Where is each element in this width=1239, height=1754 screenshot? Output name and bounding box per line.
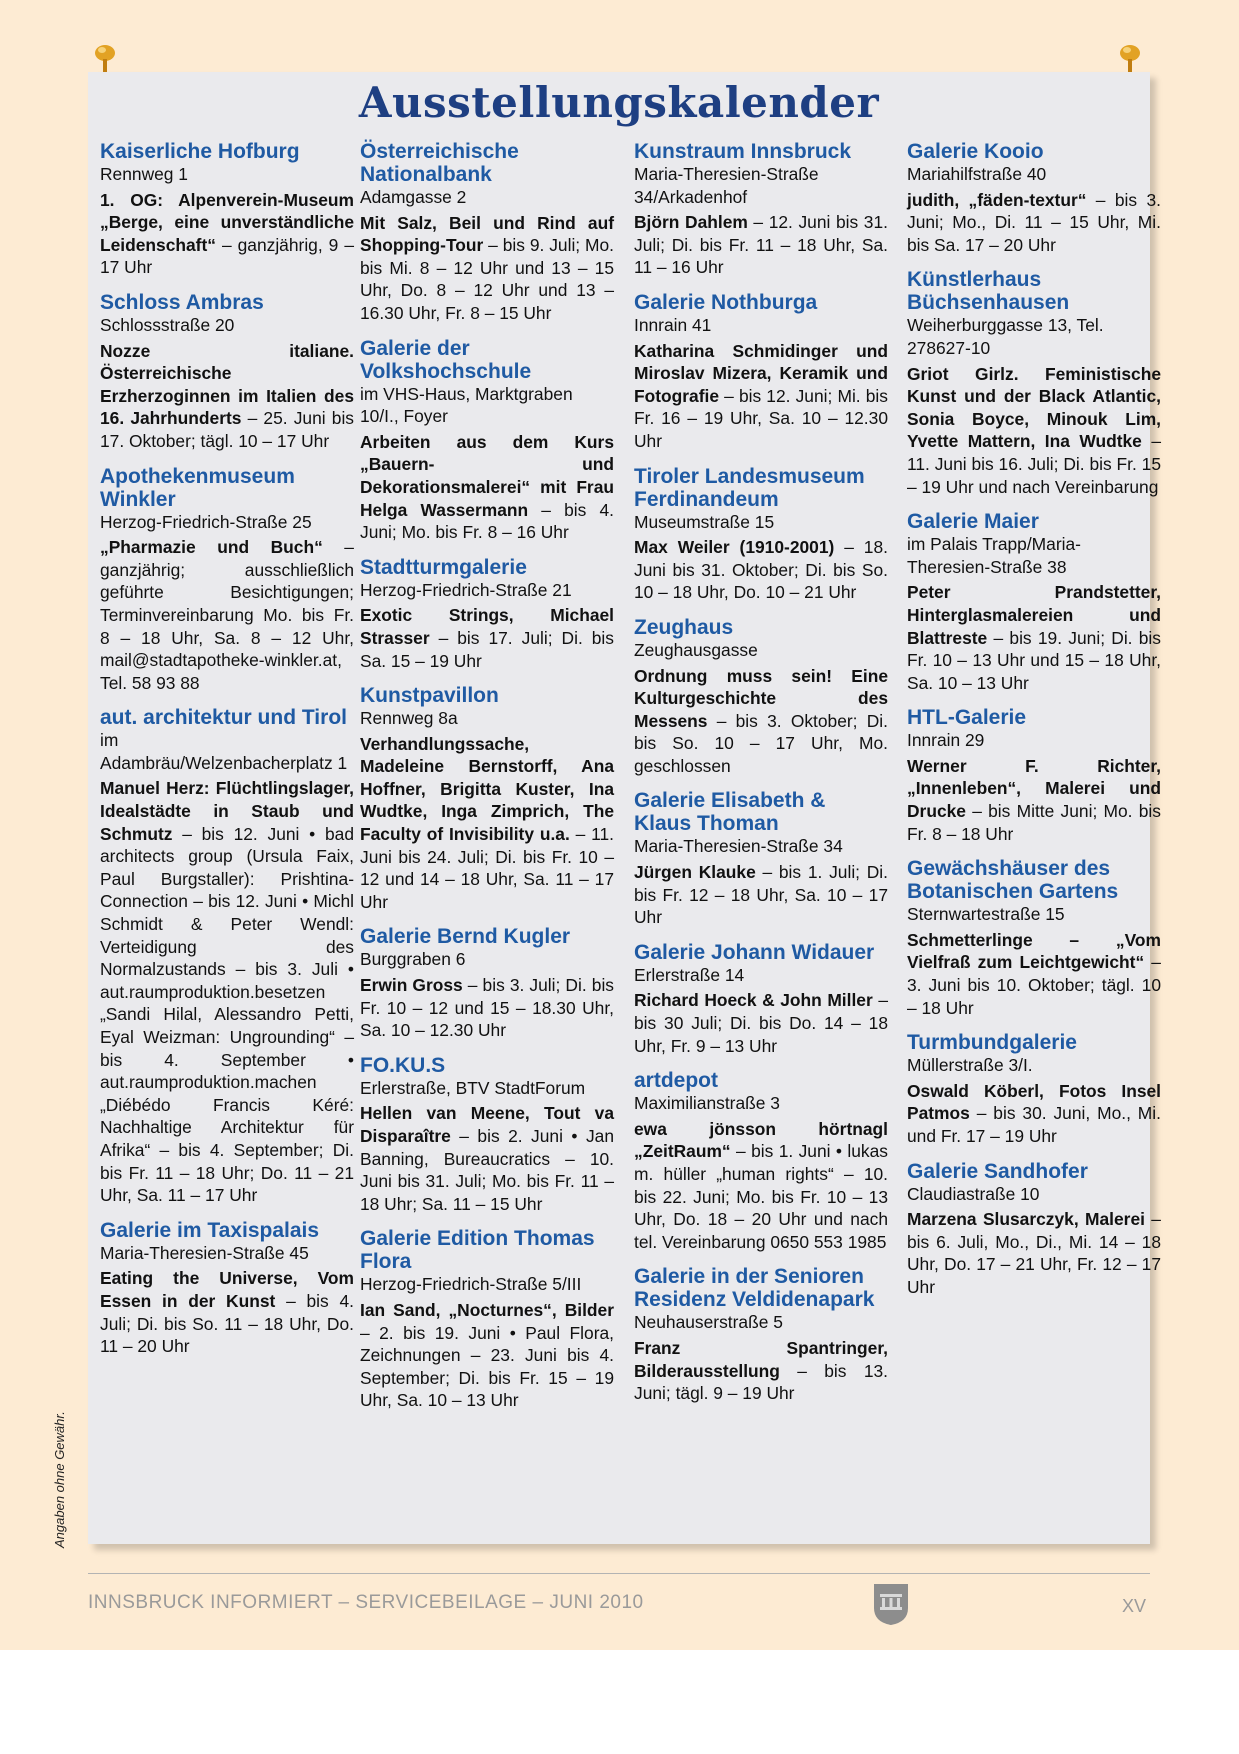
exhibition-dates: – bis 9. Juli; Mo. bis Mi. 8 – 12 Uhr und 13 – 15 Uhr, Do. 8 – 12 Uhr und 13 – 16.30 Uhr, Fr. 8 – 15 Uhr — [360, 235, 614, 323]
exhibition-title: Nozze italiane. Österreichische Erzherzoginnen im Italien des 16. Jahrhunderts — [100, 340, 354, 429]
exhibition-title: Verhandlungssache, Madeleine Bernstorff, Ana Hoffner, Brigitta Kuster, Ina Wudtke, Inga Zimprich, The Faculty of Invisibility u.a. — [360, 733, 614, 845]
exhibition-details — [360, 604, 614, 672]
exhibition-details — [100, 536, 354, 694]
exhibition-details — [907, 929, 1161, 1019]
exhibition-dates: – bis 3. Juni; Mo., Di. 11 – 15 Uhr, Mi. bis Sa. 17 – 20 Uhr — [907, 189, 1161, 255]
exhibition-title: „Pharmazie und Buch“ — [100, 537, 323, 558]
venue-name: Künstlerhaus Büchsenhausen — [907, 268, 1070, 315]
venue-name: Kaiserliche Hofburg — [100, 140, 300, 163]
exhibition-entry — [360, 1054, 614, 1216]
exhibition-title: Richard Hoeck & John Miller — [634, 990, 873, 1011]
exhibition-details — [907, 363, 1161, 499]
venue-address: Mariahilfstraße 40 — [907, 164, 1047, 184]
venue-address: Neuhauserstraße 5 — [634, 1312, 783, 1333]
venue-name: Kunstpavillon — [360, 684, 499, 708]
venue-name: Kunstraum Innsbruck — [634, 140, 852, 163]
exhibition-dates: – bis 12. Juni; Mi. bis Fr. 16 – 19 Uhr, Sa. 10 – 12.30 Uhr — [634, 385, 888, 451]
exhibition-details — [360, 1102, 614, 1215]
exhibition-title: Franz Spantringer, Bilderausstellung — [634, 1337, 888, 1381]
exhibition-details — [634, 536, 888, 604]
venue-address: im VHS-Haus, Marktgraben 10/I., Foyer — [360, 383, 573, 427]
venue-name: Galerie Nothburga — [634, 290, 818, 314]
exhibition-entry — [907, 140, 1161, 256]
exhibition-dates: – bis 6. Juli, Mo., Di., Mi. 14 – 18 Uhr, Do. 17 – 21 Uhr, Fr. 12 – 17 Uhr — [907, 1209, 1161, 1297]
exhibition-entry — [907, 268, 1161, 498]
exhibition-details — [100, 340, 354, 453]
exhibition-entry — [907, 510, 1161, 694]
column-1 — [100, 140, 354, 1370]
exhibition-entry — [100, 291, 354, 453]
venue-address: Maria-Theresien-Straße 34/Arkadenhof — [634, 164, 819, 207]
venue-name: Turmbundgalerie — [907, 1031, 1077, 1055]
exhibition-title: Werner F. Richter, „Innenleben“, Malerei und Drucke — [907, 755, 1161, 822]
exhibition-details — [907, 1080, 1161, 1148]
venue-address: Weiherburggasse 13, Tel. 278627-10 — [907, 315, 1104, 358]
venue-name: Apothekenmuseum Winkler — [100, 464, 295, 511]
exhibition-entry — [634, 465, 888, 604]
venue-name: Galerie Edition Thomas Flora — [360, 1227, 595, 1274]
venue-address: Sternwartestraße 15 — [907, 904, 1065, 925]
exhibition-title: judith, „fäden-textur“ — [907, 189, 1087, 210]
venue-address: Rennweg 8a — [360, 708, 458, 729]
venue-address: Schlossstraße 20 — [100, 314, 235, 335]
exhibition-title: Oswald Köberl, Fotos Insel Patmos — [907, 1080, 1161, 1124]
exhibition-dates: – bis 30. Juni, Mo., Mi. und Fr. 17 – 19 Uhr — [907, 1103, 1161, 1146]
exhibition-title: Max Weiler (1910-2001) — [634, 537, 835, 558]
exhibition-dates: – bis 17. Juli; Di. bis Sa. 15 – 19 Uhr — [360, 627, 614, 671]
venue-name: Tiroler Landesmuseum Ferdinandeum — [634, 464, 865, 511]
venue-address: im Palais Trapp/Maria-Theresien-Straße 38 — [907, 534, 1081, 577]
exhibition-details — [634, 665, 888, 778]
exhibition-entry — [634, 616, 888, 778]
exhibition-entry — [907, 1031, 1161, 1147]
venue-address: Claudiastraße 10 — [907, 1183, 1040, 1204]
exhibition-entry — [634, 1265, 888, 1404]
exhibition-dates: – 25. Juni bis 17. Oktober; tägl. 10 – 17 Uhr — [100, 408, 354, 451]
exhibition-entry — [634, 291, 888, 453]
page-number: XV — [1122, 1596, 1147, 1616]
venue-name: Galerie Kooio — [907, 140, 1044, 163]
exhibition-dates: – ganzjährig, 9 – 17 Uhr — [100, 234, 354, 278]
venue-address: Maria-Theresien-Straße 45 — [100, 1242, 309, 1263]
footer-divider — [88, 1573, 1150, 1574]
exhibition-dates: – bis Mitte Juni; Mo. bis Fr. 8 – 18 Uhr — [907, 801, 1161, 844]
pushpin-icon — [1118, 44, 1142, 74]
exhibition-details — [634, 989, 888, 1057]
venue-name: Galerie der Volkshochschule — [360, 336, 532, 383]
exhibition-details — [907, 581, 1161, 694]
venue-address: Müllerstraße 3/I. — [907, 1055, 1033, 1076]
venue-address: im Adambräu/Welzenbacherplatz 1 — [100, 730, 348, 773]
exhibition-entry — [100, 465, 354, 695]
exhibition-dates: – 11. Juni bis 24. Juli; Di. bis Fr. 10 – 12 und 14 – 18 Uhr, Sa. 11 – 17 Uhr — [360, 824, 614, 912]
exhibition-details — [100, 777, 354, 1206]
exhibition-entry — [100, 706, 354, 1206]
exhibition-title: Katharina Schmidinger und Miroslav Mizera, Keramik und Fotografie — [634, 340, 888, 406]
exhibition-entry — [634, 1069, 888, 1253]
exhibition-dates: – 12. Juni bis 31. Juli; Di. bis Fr. 11 – 18 Uhr, Sa. 11 – 16 Uhr — [634, 212, 888, 278]
pushpin-icon — [93, 44, 117, 74]
exhibition-title: Arbeiten aus dem Kurs „Bauern- und Dekorationsmalerei“ mit Frau Helga Wassermann — [360, 431, 614, 520]
exhibition-title: Ordnung muss sein! Eine Kulturgeschichte des Messens — [634, 665, 888, 731]
exhibition-dates: – bis 13. Juni; tägl. 9 – 19 Uhr — [634, 1360, 888, 1404]
venue-address: Museumstraße 15 — [634, 511, 775, 532]
exhibition-entry — [634, 140, 888, 279]
exhibition-dates: – 2. bis 19. Juni • Paul Flora, Zeichnungen – 23. Juni bis 4. September; Di. bis Fr. 15 – 19 Uhr, Sa. 10 – 13 Uhr — [360, 1322, 614, 1411]
footer-publication: INNSBRUCK INFORMIERT – SERVICEBEILAGE – JUNI 2010 — [88, 1592, 644, 1613]
venue-name: artdepot — [634, 1069, 718, 1093]
exhibition-dates: – bis 2. Juni • Jan Banning, Bureaucratics – 10. Juni bis 31. Juli; Mo. bis Fr. 11 – 18 Uhr; Sa. 11 – 15 Uhr — [360, 1126, 614, 1214]
exhibition-title: Hellen van Meene, Tout va Disparaître — [360, 1103, 614, 1146]
exhibition-entry — [360, 925, 614, 1041]
venue-address: Herzog-Friedrich-Straße 5/III — [360, 1274, 582, 1295]
venue-name: Galerie Elisabeth & Klaus Thoman — [634, 789, 826, 836]
venue-name: Österreichische Nationalbank — [360, 140, 519, 186]
exhibition-title: Griot Girlz. Feministische Kunst und der Black Atlantic, Sonia Boyce, Minouk Lim, Yvette Mattern, Ina Wudtke — [907, 363, 1161, 452]
exhibition-entry — [634, 941, 888, 1057]
exhibition-details — [634, 340, 888, 453]
column-4 — [907, 140, 1161, 1311]
exhibition-details — [360, 974, 614, 1042]
exhibition-dates: – bis 19. Juni; Di. bis Fr. 10 – 13 Uhr und 15 – 18 Uhr, Sa. 10 – 13 Uhr — [907, 627, 1161, 693]
venue-address: Erlerstraße 14 — [634, 964, 745, 985]
exhibition-entry — [100, 140, 354, 279]
disclaimer-note: Angaben ohne Gewähr. — [52, 1411, 67, 1548]
venue-address: Adamgasse 2 — [360, 187, 467, 207]
exhibition-details — [634, 1118, 888, 1254]
exhibition-entry — [360, 1227, 614, 1412]
exhibition-title: Mit Salz, Beil und Rind auf Shopping-Tour — [360, 212, 614, 256]
venue-address: Maria-Theresien-Straße 34 — [634, 836, 843, 857]
exhibition-details — [634, 861, 888, 929]
exhibition-details — [360, 733, 614, 914]
exhibition-entry — [360, 684, 614, 913]
exhibition-details — [360, 212, 614, 325]
column-3 — [634, 140, 888, 1417]
column-2 — [360, 140, 614, 1424]
exhibition-title: Marzena Slusarczyk, Malerei — [907, 1209, 1145, 1230]
exhibition-title: Peter Prandstetter, Hinterglasmalereien und Blattreste — [907, 582, 1161, 648]
exhibition-details — [360, 431, 614, 544]
venue-name: Galerie in der Senioren Residenz Veldidenapark — [634, 1265, 875, 1312]
venue-address: Herzog-Friedrich-Straße 25 — [100, 511, 312, 532]
venue-address: Herzog-Friedrich-Straße 21 — [360, 579, 572, 600]
exhibition-details — [907, 1208, 1161, 1298]
exhibition-dates: – bis 4. Juli; Di. bis So. 11 – 18 Uhr, Do. 11 – 20 Uhr — [100, 1290, 354, 1357]
exhibition-dates: – ganzjährig; ausschließlich geführte Besichtigungen; Terminvereinbarung Mo. bis Fr. 8 – 18 Uhr, Sa. 8 – 12 Uhr, mail@stadtapotheke-winkler.at, Tel. 58 93 88 — [100, 537, 354, 693]
exhibition-entry — [100, 1219, 354, 1358]
exhibition-title: Schmetterlinge – „Vom Vielfraß zum Leichtgewicht“ — [907, 929, 1161, 973]
exhibition-dates: – bis 1. Juli; Di. bis Fr. 12 – 18 Uhr, Sa. 10 – 17 Uhr — [634, 862, 889, 928]
exhibition-entry — [907, 857, 1161, 1019]
exhibition-title: 1. OG: Alpenverein-Museum „Berge, eine unverständliche Leidenschaft“ — [100, 189, 354, 255]
exhibition-dates: – bis 3. Juli; Di. bis Fr. 10 – 12 und 15 – 18.30 Uhr, Sa. 10 – 12.30 Uhr — [360, 975, 614, 1041]
venue-address: Innrain 41 — [634, 314, 712, 335]
exhibition-details — [100, 1267, 354, 1357]
exhibition-entry — [634, 789, 888, 928]
exhibition-details — [360, 1299, 614, 1412]
exhibition-title: ewa jönsson hörtnagl „ZeitRaum“ — [634, 1118, 888, 1162]
exhibition-dates: – bis 1. Juni • lukas m. hüller „human rights“ – 10. bis 22. Juni; Mo. bis Fr. 10 – 13 Uhr, Do. 18 – 20 Uhr und nach tel. Vereinbarung 0650 553 1985 — [634, 1141, 888, 1252]
exhibition-dates: – 3. Juni bis 10. Oktober; tägl. 10 – 18 Uhr — [907, 952, 1161, 1018]
exhibition-dates: – bis 4. Juni; Mo. bis Fr. 8 – 16 Uhr — [360, 499, 614, 543]
exhibition-title: Eating the Universe, Vom Essen in der Kunst — [100, 1268, 354, 1311]
exhibition-details — [907, 755, 1161, 845]
exhibition-entry — [360, 337, 614, 544]
exhibition-details — [634, 1337, 888, 1405]
exhibition-dates: – bis 3. Oktober; Di. bis So. 10 – 17 Uhr, Mo. geschlossen — [634, 710, 888, 776]
exhibition-details — [907, 189, 1161, 257]
venue-name: Gewächshäuser des Botanischen Gartens — [907, 857, 1119, 904]
venue-address: Erlerstraße, BTV StadtForum — [360, 1077, 586, 1098]
exhibition-dates: – bis 12. Juni • bad architects group (Ursula Faix, Paul Burgstaller): Prishtina-Connection – bis 12. Juni • Michl Schmidt & Peter Wendl: Verteidigung des Normalzustands – bis 3. Juli • aut.raumproduktion.besetzen „Sandi Hilal, Alessandro Petti, Eyal Weizman: Ungrounding“ – bis 4. September • aut.raumproduktion.machen „Diébédo Francis Kéré: Nachhaltige Architektur für Afrika“ – bis 4. September; Di. bis Fr. 11 – 18 Uhr; Do. 11 – 21 Uhr, Sa. 11 – 17 Uhr — [100, 823, 354, 1206]
venue-address: Rennweg 1 — [100, 164, 188, 184]
venue-name: HTL-Galerie — [907, 706, 1027, 730]
exhibition-title: Ian Sand, „Nocturnes“, Bilder — [360, 1299, 614, 1320]
exhibition-entry — [360, 140, 614, 325]
exhibition-title: Björn Dahlem — [634, 212, 748, 233]
page-title: Ausstellungskalender — [358, 78, 880, 127]
exhibition-title: Jürgen Klauke — [634, 862, 756, 883]
venue-name: Galerie Maier — [907, 510, 1039, 534]
exhibition-details — [634, 211, 888, 279]
venue-address: Innrain 29 — [907, 730, 985, 751]
venue-address: Zeughausgasse — [634, 639, 758, 660]
exhibition-entry — [360, 556, 614, 672]
exhibition-dates: – 11. Juni bis 16. Juli; Di. bis Fr. 15 – 19 Uhr und nach Vereinbarung — [907, 431, 1161, 497]
venue-name: Galerie Sandhofer — [907, 1159, 1088, 1183]
venue-name: Galerie Johann Widauer — [634, 940, 875, 964]
venue-name: Stadtturmgalerie — [360, 555, 527, 579]
exhibition-details — [100, 189, 354, 279]
venue-name: Galerie im Taxispalais — [100, 1218, 320, 1242]
venue-name: aut. architektur und Tirol — [100, 706, 347, 730]
venue-name: Zeughaus — [634, 615, 734, 639]
exhibition-dates: – 18. Juni bis 31. Oktober; Di. bis So. 10 – 18 Uhr, Do. 10 – 21 Uhr — [634, 537, 888, 603]
exhibition-entry — [907, 1160, 1161, 1299]
exhibition-title: Erwin Gross — [360, 975, 463, 996]
city-crest-icon — [872, 1582, 910, 1626]
venue-name: Schloss Ambras — [100, 290, 264, 314]
exhibition-entry — [907, 706, 1161, 845]
exhibition-title: Manuel Herz: Flüchtlingslager, Idealstädte in Staub und Schmutz — [100, 778, 354, 844]
exhibition-title: Exotic Strings, Michael Strasser — [360, 605, 614, 648]
venue-name: FO.KU.S — [360, 1053, 446, 1077]
exhibition-dates: – bis 30 Juli; Di. bis Do. 14 – 18 Uhr, Fr. 9 – 13 Uhr — [634, 990, 888, 1056]
venue-address: Maximilianstraße 3 — [634, 1093, 780, 1114]
venue-address: Burggraben 6 — [360, 949, 466, 970]
venue-name: Galerie Bernd Kugler — [360, 925, 571, 949]
